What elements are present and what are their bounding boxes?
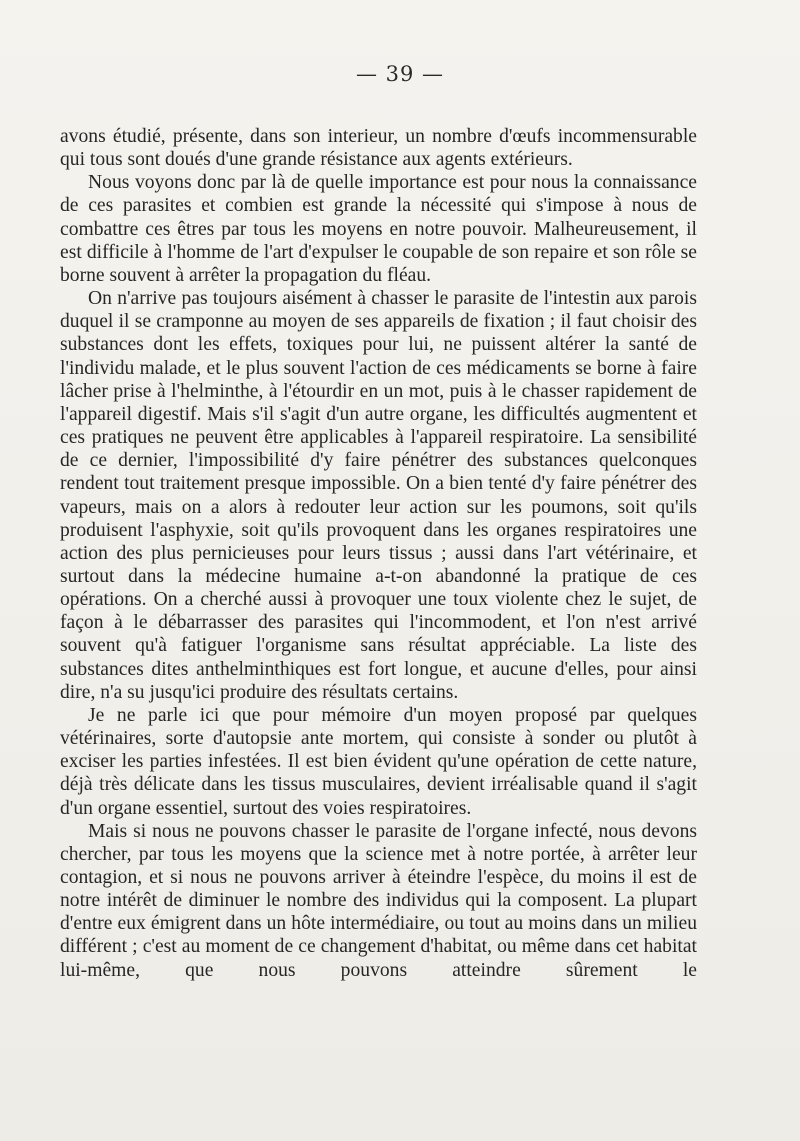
paragraph: On n'arrive pas toujours aisément à chasser le parasite de l'intestin aux parois duquel il se cramponne au moyen de ses appareils de fixation ; il faut choisir des substances dont les effets, toxiques pour lui, ne puissent altérer la santé de l'individu malade, et le plus souvent l'action de ces médicaments se borne à faire lâcher prise à l'helminthe, à l'étourdir en un mot, puis à le chasser rapidement de l'appareil digestif. Mais s'il s'agit d'un autre organe, les difficultés augmentent et ces pratiques ne peuvent être applicables à l'appareil respiratoire. La sensibilité de ce dernier, l'impossibilité d'y faire pénétrer des substances quelconques rendent tout traitement presque impossible. On a bien tenté d'y faire pénétrer des vapeurs, mais on a alors à redouter leur action sur les poumons, soit qu'ils produisent l'asphyxie, soit qu'ils provoquent dans les organes respiratoires une action des plus pernicieuses pour leurs tissus ; aussi dans l'art vétérinaire, et surtout dans la médecine humaine a-t-on abandonné la pratique de ces opérations. On a cherché aussi à provoquer une toux violente chez le sujet, de façon à le débarrasser des parasites qui l'incommodent, et l'on n'est arrivé souvent qu'à fatiguer l'organisme sans résultat appréciable. La liste des substances dites anthelminthiques est fort longue, et aucune d'elles, pour ainsi dire, n'a su jusqu'ici produire des résultats certains. — [60, 288, 697, 703]
paragraph: Nous voyons donc par là de quelle importance est pour nous la connaissance de ces parasites et combien est grande la nécessité qui s'impose à nous de combattre ces êtres par tous les moyens en notre pouvoir. Malheureusement, il est difficile à l'homme de l'art d'expulser le coupable de son repaire et son rôle se borne souvent à arrêter la propagation du fléau. — [60, 172, 697, 286]
paragraph: Je ne parle ici que pour mémoire d'un moyen proposé par quelques vétérinaires, sorte d'autopsie ante mortem, qui consiste à sonder ou plutôt à exciser les parties infestées. Il est bien évident qu'une opération de cette nature, déjà très délicate dans les tissus musculaires, devient irréalisable quand il s'agit d'un organe essentiel, surtout des voies respiratoires. — [60, 704, 697, 819]
paragraph: Mais si nous ne pouvons chasser le parasite de l'organe infecté, nous devons chercher, par tous les moyens que la science met à notre portée, à arrêter leur contagion, et si nous ne pouvons arriver à éteindre l'espèce, du moins il est de notre intérêt de diminuer le nombre des individus qui la composent. La plupart d'entre eux émigrent dans un hôte intermédiaire, ou tout au moins dans un milieu différent ; c'est au moment de ce changement d'habitat, ou même dans cet habitat lui-même, que nous pouvons atteindre sûrement le — [60, 820, 697, 981]
body-text — [60, 125, 697, 982]
paragraph: avons étudié, présente, dans son interieur, un nombre d'œufs incommensurable qui tous sont doués d'une grande résistance aux agents extérieurs. — [60, 126, 697, 171]
page-number: — 39 — — [355, 62, 445, 86]
